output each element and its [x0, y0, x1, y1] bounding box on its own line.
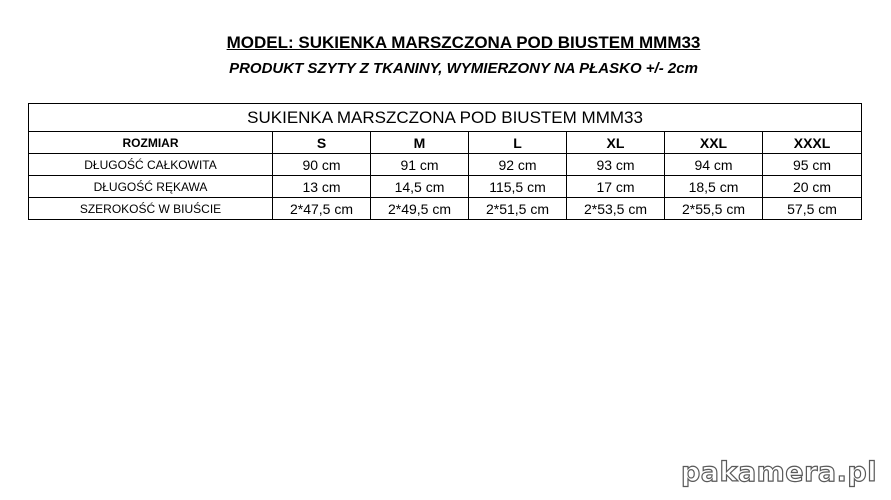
table-cell: 2*55,5 cm: [665, 198, 763, 220]
table-cell: 92 cm: [469, 154, 567, 176]
table-cell: 90 cm: [273, 154, 371, 176]
row-label: DŁUGOŚĆ RĘKAWA: [29, 176, 273, 198]
size-table: [28, 103, 862, 220]
table-header-row: [29, 132, 862, 154]
table-cell: 13 cm: [273, 176, 371, 198]
table-row: [29, 176, 862, 198]
size-header-xxxl: XXXL: [763, 132, 862, 154]
row-label: DŁUGOŚĆ CAŁKOWITA: [29, 154, 273, 176]
table-cell: 57,5 cm: [763, 198, 862, 220]
table-cell: 91 cm: [371, 154, 469, 176]
table-cell: 2*47,5 cm: [273, 198, 371, 220]
pakamera-watermark: pakamera.pl: [680, 457, 877, 488]
table-title-row: [29, 104, 862, 132]
size-header-xxl: XXL: [665, 132, 763, 154]
table-cell: 95 cm: [763, 154, 862, 176]
size-header-m: M: [371, 132, 469, 154]
row-label: SZEROKOŚĆ W BIUŚCIE: [29, 198, 273, 220]
table-cell: 14,5 cm: [371, 176, 469, 198]
table-row: [29, 198, 862, 220]
table-cell: 2*53,5 cm: [567, 198, 665, 220]
table-cell: 17 cm: [567, 176, 665, 198]
model-title: MODEL: SUKIENKA MARSZCZONA POD BIUSTEM MMM33: [226, 33, 701, 52]
size-header-l: L: [469, 132, 567, 154]
size-header-xl: XL: [567, 132, 665, 154]
table-cell: 20 cm: [763, 176, 862, 198]
size-header-s: S: [273, 132, 371, 154]
table-cell: 18,5 cm: [665, 176, 763, 198]
table-cell: 115,5 cm: [469, 176, 567, 198]
table-cell: 2*51,5 cm: [469, 198, 567, 220]
table-row: [29, 154, 862, 176]
table-cell: 2*49,5 cm: [371, 198, 469, 220]
table-cell: 94 cm: [665, 154, 763, 176]
table-cell: 93 cm: [567, 154, 665, 176]
measurement-note: PRODUKT SZYTY Z TKANINY, WYMIERZONY NA PŁASKO +/- 2cm: [229, 60, 698, 77]
table-title: SUKIENKA MARSZCZONA POD BIUSTEM MMM33: [29, 104, 862, 132]
size-header-label: ROZMIAR: [29, 132, 273, 154]
